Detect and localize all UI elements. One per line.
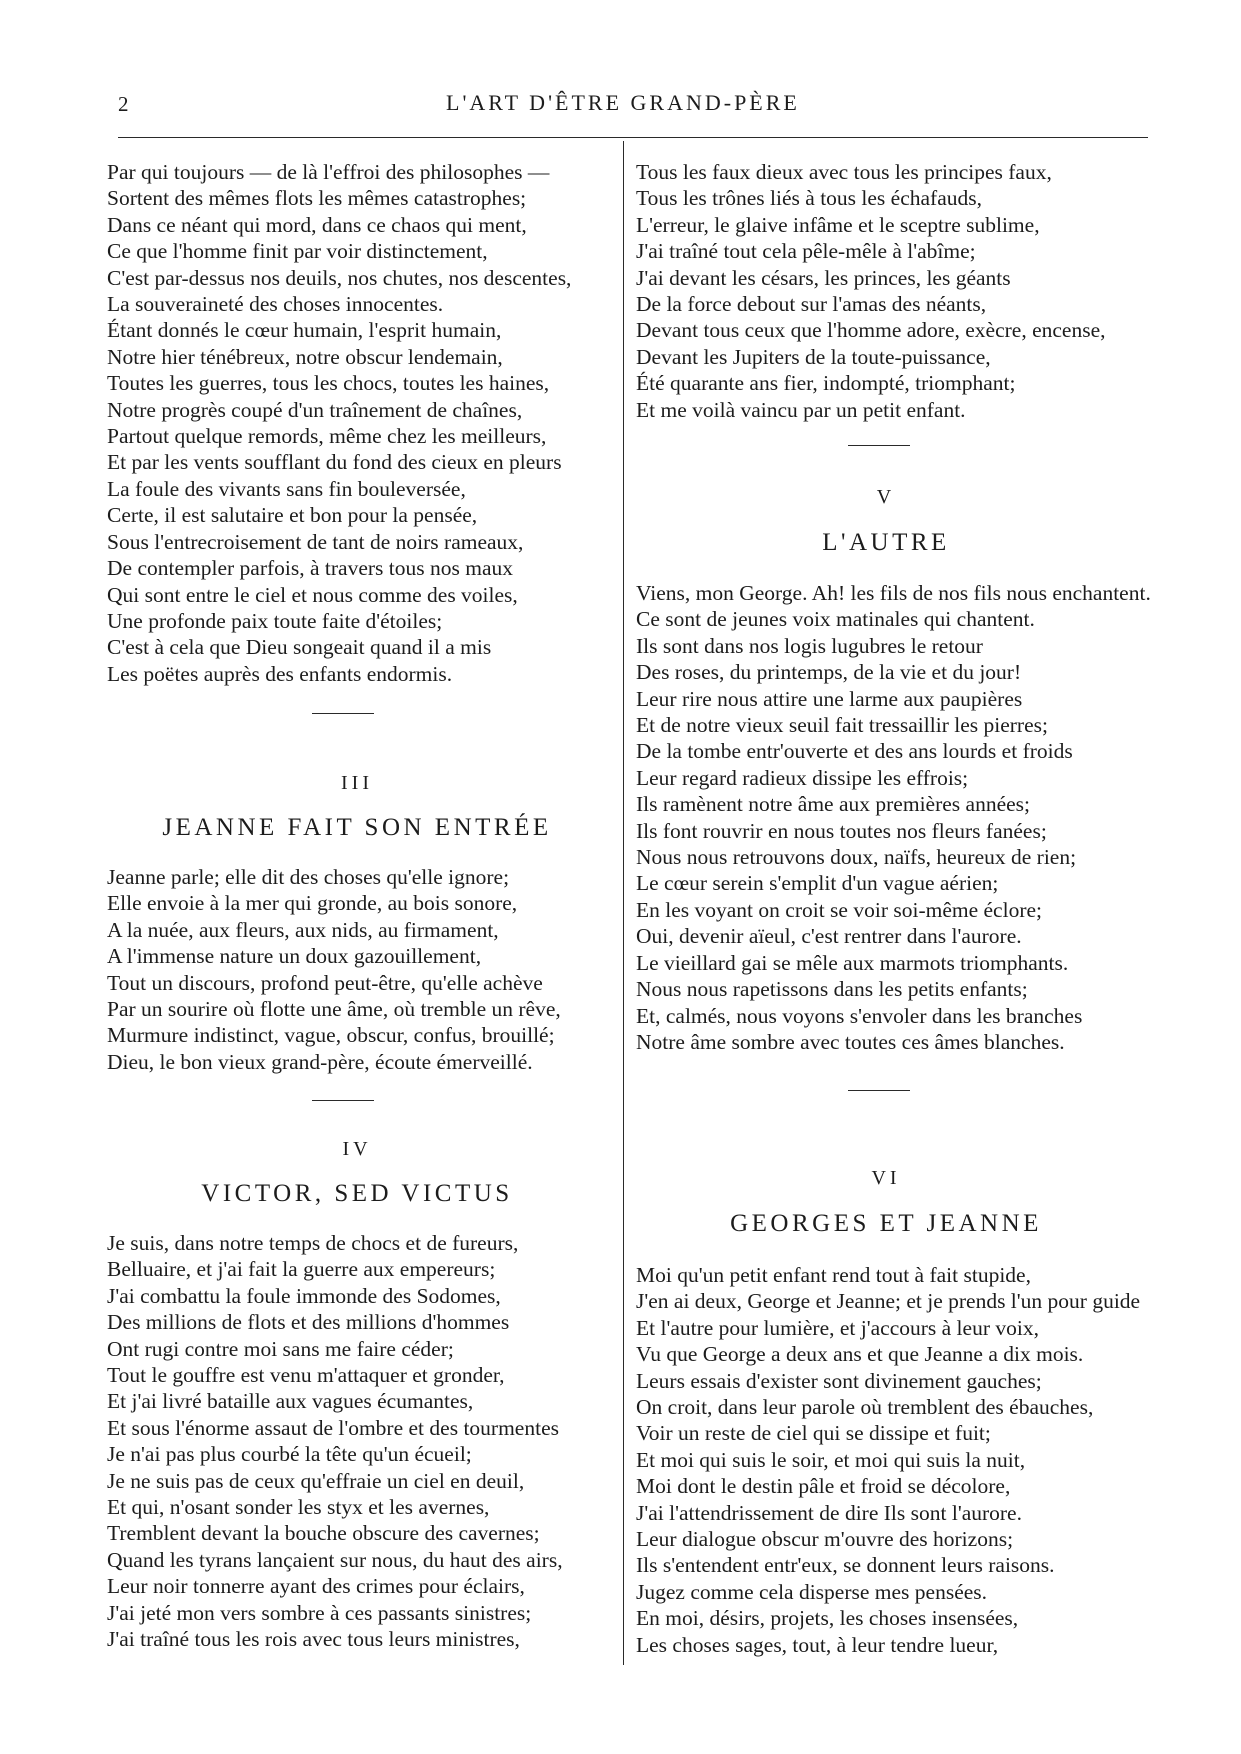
section-title: VICTOR, SED VICTUS [201,1180,513,1207]
verse-line: Leur regard radieux dissipe les effrois; [636,765,969,790]
verse-line: Viens, mon George. Ah! les fils de nos fils nous enchantent. [636,581,1151,605]
verse-line: Notre progrès coupé d'un traînement de chaînes, [107,397,523,422]
verse-line: Voir un reste de ciel qui se dissipe et fuit; [636,1421,991,1446]
verse-line: De contempler parfois, à travers tous nos maux [107,556,513,581]
verse-line: Par qui toujours — de là l'effroi des philosophes — [107,160,550,184]
verse-line: J'ai combattu la foule immonde des Sodomes, [107,1283,501,1308]
verse-line: Et me voilà vaincu par un petit enfant. [636,397,966,422]
page-number: 2 [118,92,129,116]
intro-stanza [107,159,571,687]
verse-line: Ce sont de jeunes voix matinales qui chantent. [636,607,1035,632]
verse-line: On croit, dans leur parole où tremblent des ébauches, [636,1395,1094,1420]
verse-line: A l'immense nature un doux gazouillement, [107,944,482,969]
verse-line: J'ai traîné tous les rois avec tous leurs ministres, [107,1627,520,1652]
verse-line: Toutes les guerres, tous les chocs, toutes les haines, [107,371,550,396]
section-stanza [636,1262,1140,1658]
verse-line: Tout un discours, profond peut-être, qu'elle achève [107,970,543,995]
verse-line: J'en ai deux, George et Jeanne; et je prends l'un pour guide [636,1289,1141,1314]
verse-line: Ils ramènent notre âme aux premières années; [636,792,1030,817]
verse-line: Et moi qui suis le soir, et moi qui suis la nuit, [636,1447,1026,1472]
verse-line: Moi dont le destin pâle et froid se décolore, [636,1474,1011,1499]
verse-line: Ce que l'homme finit par voir distinctement, [107,239,488,264]
section-number: V [876,486,896,508]
verse-line: Été quarante ans fier, indompté, triomphant; [636,371,1016,396]
verse-line: L'erreur, le glaive infâme et le sceptre sublime, [636,212,1040,237]
verse-line: Devant tous ceux que l'homme adore, exècre, encense, [636,318,1106,343]
verse-line: Elle envoie à la mer qui gronde, au bois sonore, [107,891,518,916]
verse-line: A la nuée, aux fleurs, aux nids, au firmament, [107,917,499,942]
verse-line: De la tombe entr'ouverte et des ans lourds et froids [636,739,1073,764]
section-number: III [341,772,373,794]
verse-line: Le vieillard gai se mêle aux marmots triomphants. [636,950,1069,975]
verse-line: Partout quelque remords, même chez les meilleurs, [107,424,547,449]
verse-line: J'ai devant les césars, les princes, les géants [636,265,1011,290]
verse-line: Leur noir tonnerre ayant des crimes pour éclairs, [107,1574,525,1599]
verse-line: Tous les faux dieux avec tous les principes faux, [636,160,1052,184]
verse-line: C'est par-dessus nos deuils, nos chutes, nos descentes, [107,265,572,290]
verse-line: Par un sourire où flotte une âme, où tremble un rêve, [107,997,561,1022]
verse-line: Et qui, n'osant sonder les styx et les avernes, [107,1495,490,1520]
section-separator [848,1090,910,1091]
verse-line: Belluaire, et j'ai fait la guerre aux empereurs; [107,1257,496,1282]
verse-line: Des roses, du printemps, de la vie et du jour! [636,660,1022,685]
verse-line: Ils s'entendent entr'eux, se donnent leurs raisons. [636,1553,1055,1578]
verse-line: Et par les vents soufflant du fond des cieux en pleurs [107,450,562,475]
section-title: L'AUTRE [822,529,950,556]
verse-line: Vu que George a deux ans et que Jeanne a dix mois. [636,1342,1084,1367]
verse-line: Et de notre vieux seuil fait tressaillir les pierres; [636,713,1048,738]
verse-line: Notre hier ténébreux, notre obscur lendemain, [107,344,503,369]
verse-line: Je n'ai pas plus courbé la tête qu'un écueil; [107,1442,472,1467]
header-rule [118,137,1148,138]
verse-line: Des millions de flots et des millions d'hommes [107,1310,510,1335]
verse-line: Qui sont entre le ciel et nous comme des voiles, [107,582,518,607]
verse-line: Sortent des mêmes flots les mêmes catastrophes; [107,186,527,211]
verse-line: Ont rugi contre moi sans me faire céder; [107,1336,454,1361]
column-divider [623,141,624,1665]
verse-line: En moi, désirs, projets, les choses insensées, [636,1606,1019,1631]
verse-line: La foule des vivants sans fin bouleversée, [107,476,466,501]
section-separator [312,1100,374,1101]
verse-line: Certe, il est salutaire et bon pour la pensée, [107,503,478,528]
verse-line: Et l'autre pour lumière, et j'accours à leur voix, [636,1315,1039,1340]
verse-line: C'est à cela que Dieu songeait quand il a mis [107,635,492,660]
verse-line: Jugez comme cela disperse mes pensées. [636,1579,988,1604]
verse-line: Je ne suis pas de ceux qu'effraie un ciel en deuil, [107,1468,525,1493]
section-separator [848,445,910,446]
verse-line: J'ai jeté mon vers sombre à ces passants sinistres; [107,1600,532,1625]
verse-line: Nous nous rapetissons dans les petits enfants; [636,977,1028,1002]
verse-line: Nous nous retrouvons doux, naïfs, heureux de rien; [636,845,1077,870]
verse-line: Oui, devenir aïeul, c'est rentrer dans l'aurore. [636,924,1022,949]
section-stanza [636,580,1151,1055]
verse-line: De la force debout sur l'amas des néants, [636,292,987,317]
section-stanza [107,1230,563,1653]
verse-line: Quand les tyrans lançaient sur nous, du haut des airs, [107,1547,563,1572]
verse-line: La souveraineté des choses innocentes. [107,292,444,317]
verse-line: Et sous l'énorme assaut de l'ombre et des tourmentes [107,1415,559,1440]
verse-line: Leur rire nous attire une larme aux paupières [636,686,1023,711]
verse-line: Les choses sages, tout, à leur tendre lueur, [636,1632,999,1657]
verse-line: J'ai traîné tout cela pêle-mêle à l'abîme; [636,239,976,264]
section-title: GEORGES ET JEANNE [730,1210,1042,1237]
verse-line: Tremblent devant la bouche obscure des cavernes; [107,1521,540,1546]
verse-line: Devant les Jupiters de la toute-puissance, [636,344,991,369]
verse-line: Je suis, dans notre temps de chocs et de fureurs, [107,1231,519,1255]
verse-line: Tous les trônes liés à tous les échafauds, [636,186,982,211]
verse-line: Jeanne parle; elle dit des choses qu'elle ignore; [107,865,510,889]
verse-line: Leur dialogue obscur m'ouvre des horizons; [636,1527,1014,1552]
running-title: L'ART D'ÊTRE GRAND-PÈRE [446,90,800,115]
section-title: JEANNE FAIT SON ENTRÉE [162,814,552,841]
verse-line: Une profonde paix toute faite d'étoiles; [107,608,443,633]
verse-line: Tout le gouffre est venu m'attaquer et gronder, [107,1363,505,1388]
verse-line: Ils font rouvrir en nous toutes nos fleurs fanées; [636,818,1047,843]
verse-line: Murmure indistinct, vague, obscur, confus, brouillé; [107,1023,555,1048]
verse-line: Dieu, le bon vieux grand-père, écoute émerveillé. [107,1049,533,1074]
section-separator [312,713,374,714]
verse-line: Le cœur serein s'emplit d'un vague aérien; [636,871,999,896]
section-number: VI [871,1167,901,1189]
verse-line: J'ai l'attendrissement de dire Ils sont l'aurore. [636,1500,1022,1525]
verse-line: Sous l'entrecroisement de tant de noirs rameaux, [107,529,524,554]
verse-line: Notre âme sombre avec toutes ces âmes blanches. [636,1029,1065,1054]
section-number: IV [342,1138,372,1160]
section-stanza [107,864,561,1075]
continuation-stanza [636,159,1106,423]
verse-line: Dans ce néant qui mord, dans ce chaos qui ment, [107,212,527,237]
verse-line: Moi qu'un petit enfant rend tout à fait stupide, [636,1263,1031,1287]
verse-line: En les voyant on croit se voir soi-même éclore; [636,897,1042,922]
verse-line: Ils sont dans nos logis lugubres le retour [636,633,983,658]
verse-line: Et j'ai livré bataille aux vagues écumantes, [107,1389,474,1414]
verse-line: Les poëtes auprès des enfants endormis. [107,661,453,686]
verse-line: Étant donnés le cœur humain, l'esprit humain, [107,318,502,343]
verse-line: Leurs essais d'exister sont divinement gauches; [636,1368,1042,1393]
verse-line: Et, calmés, nous voyons s'envoler dans les branches [636,1003,1083,1028]
